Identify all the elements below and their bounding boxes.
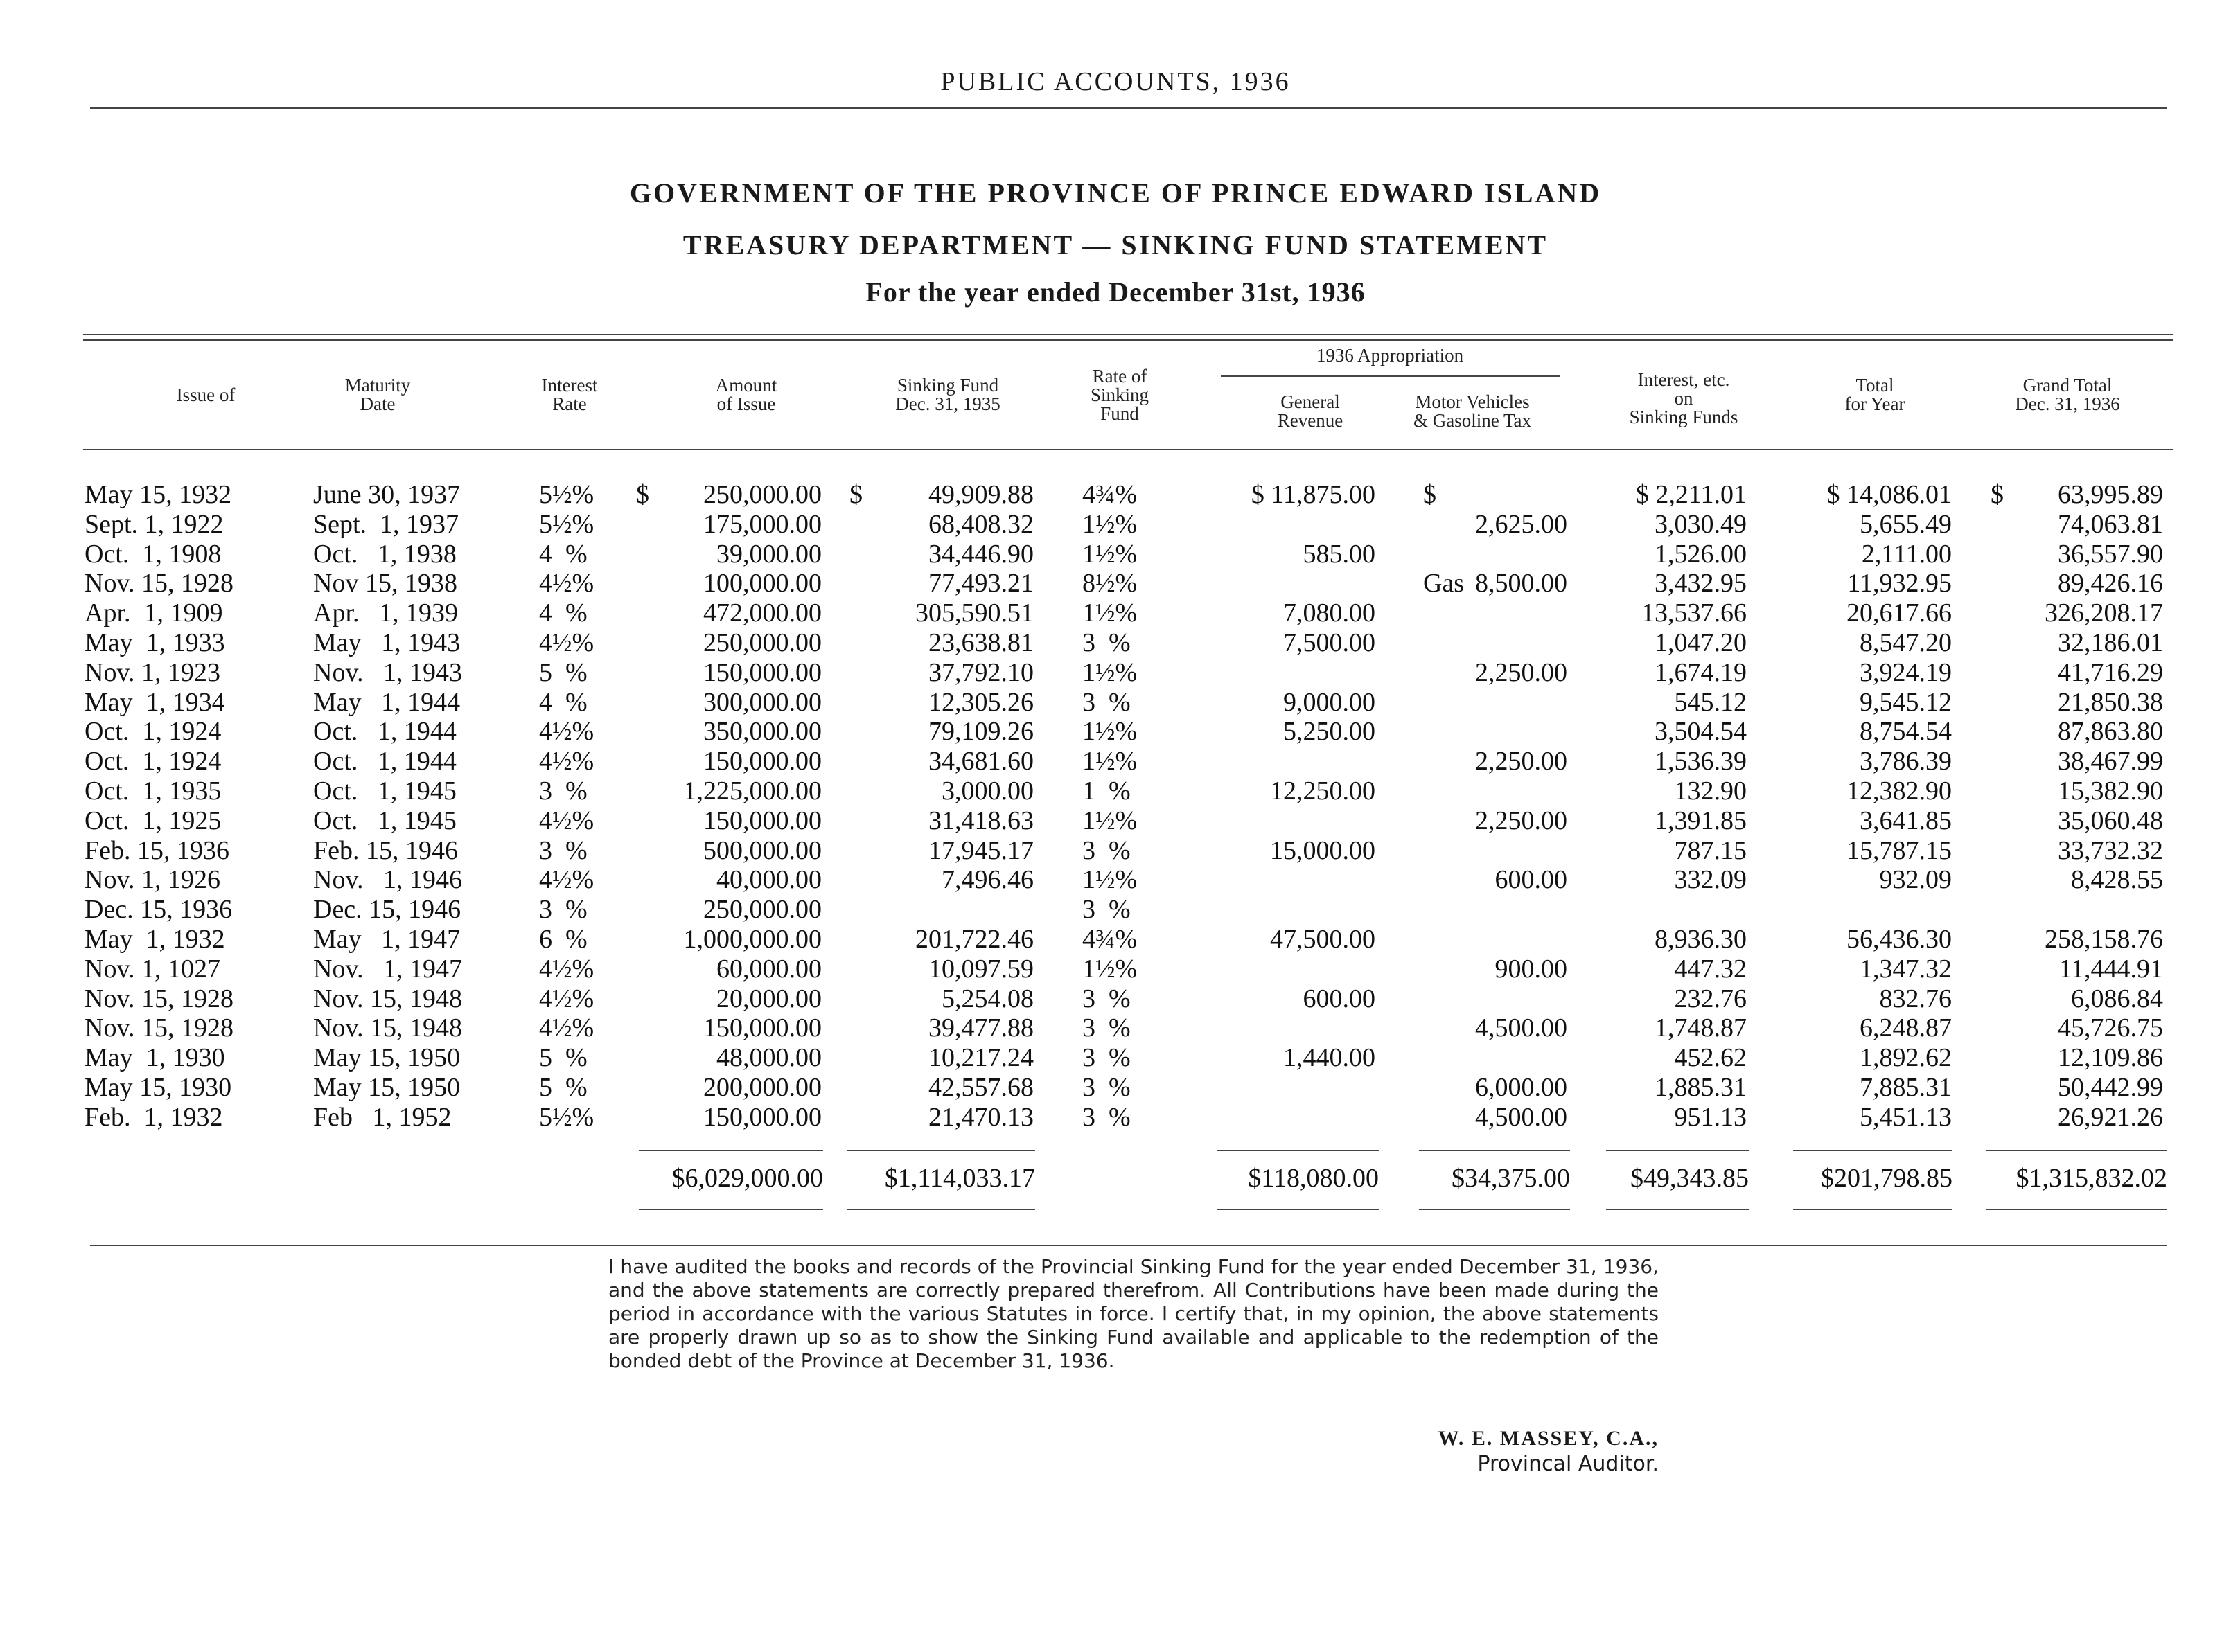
cell-general-revenue: 600.00 [1303,984,1375,1013]
header-amount-of-issue-line: of Issue [716,393,776,414]
header-1936-appropriation [1251,346,1528,365]
cell-grand-total-1936: 63,995.89 [2058,480,2163,509]
cell-interest-rate: 3 % [539,895,588,925]
cell-maturity-date: May 15, 1950 [313,1043,461,1073]
cell-issue-of: May 1, 1934 [85,687,225,717]
cell-issue-of: May 15, 1932 [85,480,232,509]
cell-rate-of-sinking-fund: 3 % [1082,628,1131,657]
cell-interest-on-sinking-funds: 8,936.30 [1655,925,1747,954]
bottom-rule [90,1245,2167,1246]
cell-interest-on-sinking-funds: 232.76 [1674,984,1747,1013]
cell-grand-total-1936: 15,382.90 [2058,776,2163,806]
cell-total-for-year: 3,924.19 [1860,657,1952,687]
cell-amount-of-issue: 200,000.00 [703,1073,822,1102]
cell-rate-of-sinking-fund: 1½% [1082,747,1138,776]
cell-total-for-year: $ 14,086.01 [1826,480,1952,509]
header-interest-on-sinking-funds-line: Interest, etc. [1637,369,1730,390]
cell-maturity-date: Oct. 1, 1945 [313,776,457,806]
cell-sinking-fund-1935: 21,470.13 [928,1102,1034,1132]
cell-interest-on-sinking-funds: 3,504.54 [1655,717,1747,747]
cell-amount-of-issue: 175,000.00 [703,509,822,539]
header-sinking-fund-1935 [851,376,1045,414]
cell-grand-total-1936: 45,726.75 [2058,1013,2163,1043]
header-grand-total-1936-line: Grand Total [2022,375,2113,396]
cell-interest-rate: 5 % [539,1043,588,1073]
cell-interest-rate: 6 % [539,925,588,954]
cell-maturity-date: Nov. 15, 1948 [313,984,462,1013]
cell-sinking-fund-1935: 201,722.46 [915,925,1034,954]
header-grand-total-1936-line: Dec. 31, 1936 [2015,393,2120,414]
header-bottom-rule [83,449,2173,450]
total-interest-on-sinking-funds-top-rule [1606,1150,1749,1151]
cell-total-for-year: 932.09 [1879,865,1952,895]
cell-total-for-year: 9,545.12 [1860,687,1952,717]
cell-motor-vehicles-gasoline-tax: 4,500.00 [1475,1013,1567,1043]
cell-interest-on-sinking-funds: 787.15 [1674,835,1747,865]
cell-sinking-fund-dollar-sign: $ [849,480,863,509]
cell-amount-of-issue: 250,000.00 [703,895,822,925]
cell-interest-rate: 5 % [539,657,588,687]
cell-total-for-year: 20,617.66 [1846,598,1952,628]
cell-amount-of-issue: 472,000.00 [703,598,822,628]
header-rate-of-sinking-fund-line: Fund [1100,403,1139,424]
cell-motor-vehicles-prefix: $ [1423,480,1436,509]
cell-amount-of-issue: 39,000.00 [716,539,822,569]
cell-total-for-year: 5,655.49 [1860,509,1952,539]
cell-grand-total-1936: 35,060.48 [2058,806,2163,835]
cell-total-for-year: 1,892.62 [1860,1043,1952,1073]
cell-maturity-date: Apr. 1, 1939 [313,598,458,628]
total-grand-total-bottom-rule [1986,1209,2167,1210]
cell-issue-of: Nov. 15, 1928 [85,569,233,598]
cell-interest-rate: 4 % [539,539,588,569]
cell-general-revenue: $ 11,875.00 [1251,480,1375,509]
cell-grand-total-1936: 38,467.99 [2058,747,2163,776]
cell-interest-on-sinking-funds: 3,030.49 [1655,509,1747,539]
cell-total-for-year: 5,451.13 [1860,1102,1952,1132]
cell-maturity-date: Nov. 1, 1946 [313,865,462,895]
header-sinking-fund-1935-line: Sinking Fund [897,375,999,396]
cell-rate-of-sinking-fund: 4¾% [1082,925,1138,954]
cell-general-revenue: 47,500.00 [1270,925,1375,954]
cell-rate-of-sinking-fund: 3 % [1082,984,1131,1013]
cell-maturity-date: May 1, 1944 [313,687,461,717]
cell-maturity-date: Oct. 1, 1938 [313,539,457,569]
header-maturity-date-line: Maturity [344,375,411,396]
cell-total-for-year: 8,547.20 [1860,628,1952,657]
cell-interest-on-sinking-funds: 1,536.39 [1655,747,1747,776]
cell-grand-total-dollar-sign: $ [1991,480,2004,509]
cell-issue-of: Dec. 15, 1936 [85,895,233,925]
header-motor-vehicles-gasoline-tax-line: & Gasoline Tax [1413,410,1532,431]
total-motor-vehicles: $34,375.00 [1452,1164,1570,1193]
cell-motor-vehicles-gasoline-tax: 600.00 [1494,865,1567,895]
cell-total-for-year: 6,248.87 [1860,1013,1952,1043]
cell-interest-rate: 4½% [539,569,594,598]
cell-rate-of-sinking-fund: 3 % [1082,1102,1131,1132]
cell-sinking-fund-1935: 49,909.88 [928,480,1034,509]
header-1936-appropriation-line: 1936 Appropriation [1316,345,1464,366]
cell-sinking-fund-1935: 10,217.24 [928,1043,1034,1073]
cell-total-for-year: 3,641.85 [1860,806,1952,835]
cell-grand-total-1936: 87,863.80 [2058,717,2163,747]
cell-grand-total-1936: 89,426.16 [2058,569,2163,598]
header-maturity-date-line: Date [360,393,396,414]
cell-sinking-fund-1935: 34,446.90 [928,539,1034,569]
running-head: PUBLIC ACCOUNTS, 1936 [940,67,1291,96]
total-for-year-top-rule [1793,1150,1952,1151]
title-line-1: GOVERNMENT OF THE PROVINCE OF PRINCE EDWARD ISLAND [629,177,1602,208]
cell-rate-of-sinking-fund: 3 % [1082,1073,1131,1102]
cell-maturity-date: June 30, 1937 [313,480,461,509]
cell-rate-of-sinking-fund: 3 % [1082,1043,1131,1073]
cell-general-revenue: 1,440.00 [1283,1043,1375,1073]
total-for-year: $201,798.85 [1821,1164,1952,1193]
total-motor-vehicles-bottom-rule [1419,1209,1570,1210]
cell-motor-vehicles-gasoline-tax: 4,500.00 [1475,1102,1567,1132]
cell-sinking-fund-1935: 3,000.00 [942,776,1034,806]
cell-grand-total-1936: 6,086.84 [2071,984,2163,1013]
auditor-name: W. E. MASSEY, C.A., [1438,1427,1659,1450]
cell-interest-rate: 5½% [539,1102,594,1132]
cell-interest-rate: 4½% [539,747,594,776]
cell-rate-of-sinking-fund: 1½% [1082,954,1138,984]
total-interest-on-sinking-funds-bottom-rule [1606,1209,1749,1210]
cell-rate-of-sinking-fund: 1½% [1082,657,1138,687]
header-amount-of-issue-line: Amount [715,375,777,396]
cell-interest-rate: 4 % [539,687,588,717]
cell-interest-on-sinking-funds: 1,748.87 [1655,1013,1747,1043]
cell-rate-of-sinking-fund: 1½% [1082,509,1138,539]
cell-issue-of: Oct. 1, 1908 [85,539,222,569]
cell-total-for-year: 7,885.31 [1860,1073,1952,1102]
cell-interest-rate: 4 % [539,598,588,628]
cell-grand-total-1936: 41,716.29 [2058,657,2163,687]
cell-amount-of-issue: 20,000.00 [716,984,822,1013]
cell-interest-on-sinking-funds: 132.90 [1674,776,1747,806]
header-rate-of-sinking-fund-line: Rate of [1092,366,1147,387]
cell-maturity-date: Oct. 1, 1945 [313,806,457,835]
cell-rate-of-sinking-fund: 3 % [1082,1013,1131,1043]
appropriation-rule [1221,375,1560,377]
cell-general-revenue: 585.00 [1303,539,1375,569]
title-line-2: TREASURY DEPARTMENT — SINKING FUND STATEMENT [682,229,1549,260]
cell-issue-of: Sept. 1, 1922 [85,509,224,539]
header-top-rule-2 [83,339,2173,341]
cell-rate-of-sinking-fund: 4¾% [1082,480,1138,509]
cell-issue-of: Feb. 1, 1932 [85,1102,223,1132]
cell-general-revenue: 9,000.00 [1283,687,1375,717]
cell-rate-of-sinking-fund: 3 % [1082,835,1131,865]
cell-maturity-date: Oct. 1, 1944 [313,717,457,747]
total-grand-total-top-rule [1986,1150,2167,1151]
cell-interest-rate: 4½% [539,1013,594,1043]
cell-interest-on-sinking-funds: $ 2,211.01 [1635,480,1747,509]
cell-interest-rate: 3 % [539,835,588,865]
cell-issue-of: Nov. 1, 1027 [85,954,220,984]
cell-amount-of-issue: 250,000.00 [703,480,822,509]
cell-rate-of-sinking-fund: 1½% [1082,717,1138,747]
cell-sinking-fund-1935: 7,496.46 [942,865,1034,895]
cell-grand-total-1936: 258,158.76 [2045,925,2163,954]
header-issue-of [109,386,303,405]
cell-rate-of-sinking-fund: 3 % [1082,687,1131,717]
cell-motor-vehicles-gasoline-tax: 2,625.00 [1475,509,1567,539]
cell-grand-total-1936: 21,850.38 [2058,687,2163,717]
header-interest-rate [473,376,667,414]
cell-grand-total-1936: 32,186.01 [2058,628,2163,657]
cell-sinking-fund-1935: 68,408.32 [928,509,1034,539]
cell-motor-vehicles-gasoline-tax: 900.00 [1494,954,1567,984]
cell-amount-of-issue: 150,000.00 [703,747,822,776]
cell-motor-vehicles-prefix: Gas [1423,569,1465,598]
cell-amount-of-issue: 150,000.00 [703,806,822,835]
cell-amount-of-issue: 150,000.00 [703,1013,822,1043]
cell-issue-of: May 1, 1932 [85,925,225,954]
total-general-revenue-bottom-rule [1217,1209,1379,1210]
cell-interest-on-sinking-funds: 332.09 [1674,865,1747,895]
cell-issue-of: Oct. 1, 1925 [85,806,222,835]
cell-amount-of-issue: 150,000.00 [703,1102,822,1132]
cell-maturity-date: Sept. 1, 1937 [313,509,459,539]
cell-total-for-year: 11,932.95 [1847,569,1952,598]
header-motor-vehicles-gasoline-tax-line: Motor Vehicles [1415,391,1530,412]
cell-interest-rate: 4½% [539,717,594,747]
cell-rate-of-sinking-fund: 1 % [1082,776,1131,806]
header-general-revenue-line: Revenue [1277,410,1343,431]
cell-general-revenue: 5,250.00 [1283,717,1375,747]
cell-total-for-year: 1,347.32 [1860,954,1952,984]
cell-interest-rate: 4½% [539,806,594,835]
cell-sinking-fund-1935: 5,254.08 [942,984,1034,1013]
header-issue-of-line: Issue of [176,384,236,405]
cell-sinking-fund-1935: 31,418.63 [928,806,1034,835]
cell-sinking-fund-1935: 305,590.51 [915,598,1034,628]
header-total-for-year-line: for Year [1844,393,1905,414]
cell-issue-of: Nov. 1, 1923 [85,657,220,687]
header-motor-vehicles-gasoline-tax [1375,393,1569,430]
cell-interest-rate: 5½% [539,480,594,509]
total-sinking-fund-1935-bottom-rule [847,1209,1035,1210]
title-line-3: For the year ended December 31st, 1936 [865,276,1366,308]
cell-grand-total-1936: 8,428.55 [2071,865,2163,895]
top-rule [90,107,2167,109]
cell-interest-on-sinking-funds: 951.13 [1674,1102,1747,1132]
cell-amount-dollar-sign: $ [636,480,649,509]
header-rate-of-sinking-fund-line: Sinking [1090,384,1149,405]
cell-interest-rate: 5 % [539,1073,588,1102]
cell-maturity-date: May 1, 1947 [313,925,461,954]
cell-maturity-date: Nov. 15, 1948 [313,1013,462,1043]
cell-rate-of-sinking-fund: 1½% [1082,865,1138,895]
cell-amount-of-issue: 150,000.00 [703,657,822,687]
cell-rate-of-sinking-fund: 1½% [1082,806,1138,835]
header-amount-of-issue [649,376,843,414]
cell-sinking-fund-1935: 37,792.10 [928,657,1034,687]
header-grand-total-1936 [1970,376,2164,414]
cell-maturity-date: Feb. 15, 1946 [313,835,458,865]
cell-grand-total-1936: 36,557.90 [2058,539,2163,569]
audit-certification: I have audited the books and records of the Provincial Sinking Fund for the year ended December 31, 1936, and the above statements are correctly prepared therefrom. All Contributions have been made during the period in accordance with the various Statutes in force. I certify that, in my opinion, the above statements are properly drawn up so as to show the Sinking Fund available and applicable to the redemption of the bonded debt of the Province at December 31, 1936. [608,1255,1659,1372]
cell-maturity-date: Oct. 1, 1944 [313,747,457,776]
cell-interest-on-sinking-funds: 1,391.85 [1655,806,1747,835]
cell-total-for-year: 56,436.30 [1846,925,1952,954]
total-sinking-fund-1935: $1,114,033.17 [884,1164,1035,1193]
cell-maturity-date: Nov. 1, 1947 [313,954,462,984]
header-general-revenue-line: General [1280,391,1340,412]
cell-amount-of-issue: 1,225,000.00 [683,776,822,806]
cell-interest-on-sinking-funds: 452.62 [1674,1043,1747,1073]
total-for-year-bottom-rule [1793,1209,1952,1210]
cell-interest-on-sinking-funds: 3,432.95 [1655,569,1747,598]
cell-total-for-year: 3,786.39 [1860,747,1952,776]
cell-sinking-fund-1935: 23,638.81 [928,628,1034,657]
cell-interest-on-sinking-funds: 1,885.31 [1655,1073,1747,1102]
cell-interest-on-sinking-funds: 1,526.00 [1655,539,1747,569]
cell-total-for-year: 12,382.90 [1846,776,1952,806]
cell-grand-total-1936: 12,109.86 [2058,1043,2163,1073]
cell-grand-total-1936: 11,444.91 [2058,954,2163,984]
cell-total-for-year: 15,787.15 [1846,835,1952,865]
total-amount-of-issue-bottom-rule [639,1209,823,1210]
cell-issue-of: Apr. 1, 1909 [85,598,223,628]
cell-issue-of: Nov. 15, 1928 [85,984,233,1013]
cell-motor-vehicles-gasoline-tax: 2,250.00 [1475,747,1567,776]
header-sinking-fund-1935-line: Dec. 31, 1935 [895,393,1000,414]
cell-issue-of: Nov. 15, 1928 [85,1013,233,1043]
header-rate-of-sinking-fund [1023,367,1217,423]
cell-amount-of-issue: 60,000.00 [716,954,822,984]
total-motor-vehicles-top-rule [1419,1150,1570,1151]
cell-issue-of: Feb. 15, 1936 [85,835,229,865]
cell-amount-of-issue: 100,000.00 [703,569,822,598]
cell-interest-rate: 5½% [539,509,594,539]
header-interest-rate-line: Rate [552,393,587,414]
cell-amount-of-issue: 40,000.00 [716,865,822,895]
cell-general-revenue: 7,500.00 [1283,628,1375,657]
cell-interest-on-sinking-funds: 13,537.66 [1641,598,1747,628]
total-sinking-fund-1935-top-rule [847,1150,1035,1151]
cell-issue-of: Oct. 1, 1924 [85,747,222,776]
header-total-for-year-line: Total [1855,375,1894,396]
cell-sinking-fund-1935: 42,557.68 [928,1073,1034,1102]
cell-sinking-fund-1935: 12,305.26 [928,687,1034,717]
cell-amount-of-issue: 250,000.00 [703,628,822,657]
cell-grand-total-1936: 26,921.26 [2058,1102,2163,1132]
cell-motor-vehicles-gasoline-tax: 8,500.00 [1475,569,1567,598]
cell-amount-of-issue: 300,000.00 [703,687,822,717]
cell-interest-rate: 4½% [539,865,594,895]
cell-interest-on-sinking-funds: 545.12 [1674,687,1747,717]
cell-grand-total-1936: 50,442.99 [2058,1073,2163,1102]
cell-issue-of: Oct. 1, 1924 [85,717,222,747]
header-interest-rate-line: Interest [541,375,598,396]
cell-sinking-fund-1935: 39,477.88 [928,1013,1034,1043]
cell-sinking-fund-1935: 79,109.26 [928,717,1034,747]
cell-amount-of-issue: 48,000.00 [716,1043,822,1073]
cell-motor-vehicles-gasoline-tax: 2,250.00 [1475,806,1567,835]
cell-amount-of-issue: 500,000.00 [703,835,822,865]
header-interest-on-sinking-funds-line: Sinking Funds [1629,407,1738,427]
cell-interest-on-sinking-funds: 447.32 [1674,954,1747,984]
header-interest-on-sinking-funds-line: on [1674,388,1693,409]
cell-maturity-date: May 1, 1943 [313,628,461,657]
total-general-revenue-top-rule [1217,1150,1379,1151]
cell-interest-rate: 4½% [539,628,594,657]
cell-interest-rate: 3 % [539,776,588,806]
cell-sinking-fund-1935: 77,493.21 [928,569,1034,598]
cell-issue-of: May 15, 1930 [85,1073,232,1102]
cell-interest-on-sinking-funds: 1,047.20 [1655,628,1747,657]
header-maturity-date [281,376,475,414]
total-amount-of-issue-top-rule [639,1150,823,1151]
cell-total-for-year: 832.76 [1879,984,1952,1013]
total-amount-of-issue: $6,029,000.00 [671,1164,823,1193]
cell-rate-of-sinking-fund: 1½% [1082,598,1138,628]
cell-interest-on-sinking-funds: 1,674.19 [1655,657,1747,687]
cell-issue-of: May 1, 1933 [85,628,225,657]
cell-issue-of: May 1, 1930 [85,1043,225,1073]
cell-rate-of-sinking-fund: 1½% [1082,539,1138,569]
cell-amount-of-issue: 1,000,000.00 [683,925,822,954]
header-interest-on-sinking-funds [1587,371,1781,427]
cell-sinking-fund-1935: 17,945.17 [928,835,1034,865]
header-total-for-year [1778,376,1972,414]
cell-total-for-year: 8,754.54 [1860,717,1952,747]
cell-interest-rate: 4½% [539,984,594,1013]
cell-general-revenue: 12,250.00 [1270,776,1375,806]
cell-amount-of-issue: 350,000.00 [703,717,822,747]
total-general-revenue: $118,080.00 [1248,1164,1379,1193]
cell-grand-total-1936: 74,063.81 [2058,509,2163,539]
cell-grand-total-1936: 326,208.17 [2045,598,2163,628]
cell-maturity-date: Nov. 1, 1943 [313,657,462,687]
cell-rate-of-sinking-fund: 8½% [1082,569,1138,598]
cell-motor-vehicles-gasoline-tax: 6,000.00 [1475,1073,1567,1102]
cell-general-revenue: 15,000.00 [1270,835,1375,865]
cell-rate-of-sinking-fund: 3 % [1082,895,1131,925]
cell-motor-vehicles-gasoline-tax: 2,250.00 [1475,657,1567,687]
total-interest-on-sinking-funds: $49,343.85 [1630,1164,1749,1193]
cell-issue-of: Oct. 1, 1935 [85,776,222,806]
cell-sinking-fund-1935: 34,681.60 [928,747,1034,776]
cell-total-for-year: 2,111.00 [1861,539,1952,569]
cell-maturity-date: Feb 1, 1952 [313,1102,452,1132]
cell-sinking-fund-1935: 10,097.59 [928,954,1034,984]
cell-interest-rate: 4½% [539,954,594,984]
cell-general-revenue: 7,080.00 [1283,598,1375,628]
cell-issue-of: Nov. 1, 1926 [85,865,220,895]
cell-grand-total-1936: 33,732.32 [2058,835,2163,865]
header-top-rule [83,334,2173,335]
cell-maturity-date: Dec. 15, 1946 [313,895,461,925]
cell-maturity-date: May 15, 1950 [313,1073,461,1102]
cell-maturity-date: Nov 15, 1938 [313,569,457,598]
total-grand-total: $1,315,832.02 [2016,1164,2167,1193]
auditor-title: Provincal Auditor. [1477,1452,1659,1476]
